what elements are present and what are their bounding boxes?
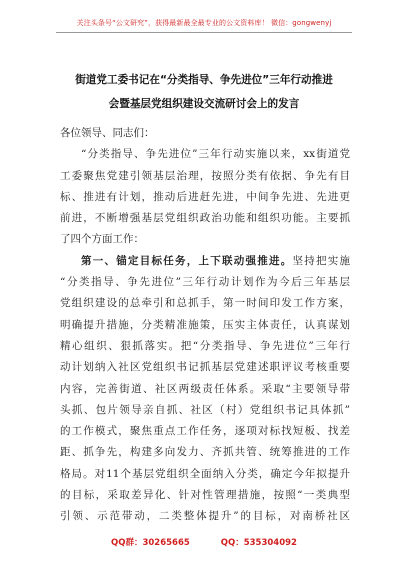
paragraph-1-line: 了四个方面工作： <box>60 233 144 246</box>
paragraph-2-line: 精心组织、狠抓落实。把“分类指导、争先进位”三年行 <box>60 339 350 352</box>
paragraph-2-line: “分类指导、争先进位”三年行动计划作为今后三年基层 <box>60 276 350 289</box>
footer-qq: QQ：535304092 <box>220 538 297 548</box>
paragraph-2-line: 的目标，采取差异化、针对性管理措施，按照“一类典型 <box>60 489 350 502</box>
header-divider <box>56 32 352 33</box>
paragraph-1-line: 工委聚焦党建引领基层治理，按照分类有依据、争先有目 <box>60 169 350 182</box>
paragraph-2-line: 坚持把实施 <box>292 254 350 267</box>
paragraph-1-line: 标、推进有计划，推动后进赶先进，中间争先进、先进更 <box>60 190 350 203</box>
paragraph-2-line: 引领、示范带动，二类整体提升”的目标，对南桥社区 <box>60 510 350 523</box>
footer-contact <box>0 536 408 548</box>
paragraph-2-line: 明确提升措施，分类精准施策，压实主体责任，认真谋划 <box>60 318 350 331</box>
document-title-line-2: 会暨基层党组织建设交流研讨会上的发言 <box>108 98 300 110</box>
document-title-line-1: 街道党工委书记在“分类指导、争先进位”三年行动推进 <box>75 74 333 86</box>
paragraph-2-line: 内容，完善街道、社区两级责任体系。采取“主要领导带 <box>60 382 350 395</box>
footer-qq-group: QQ群：30265665 <box>111 538 190 548</box>
paragraph-2-line: 动计划纳入社区党组织书记抓基层党建述职评议考核重要 <box>60 361 350 374</box>
salutation: 各位领导、同志们： <box>60 127 155 139</box>
paragraph-2-line: 距、抓争先，构建多向发力、齐抓共管、统筹推进的工作 <box>60 446 350 459</box>
paragraph-1-line: “分类指导、争先进位”三年行动实施以来，xx街道党 <box>81 148 350 161</box>
paragraph-2-line: 头抓、包片领导亲自抓、社区（村）党组织书记具体抓” <box>60 403 350 416</box>
paragraph-2-line: 党组织建设的总牵引和总抓手，第一时间印发工作方案， <box>60 297 350 310</box>
header-banner: 关注头条号“公文研究”，获得最新最全最专业的公文资料库！ 微信：gongwenyj <box>76 19 332 27</box>
paragraph-2-first-line <box>60 251 350 272</box>
paragraph-1-line: 前进，不断增强基层党组织政治功能和组织功能。主要抓 <box>60 212 350 225</box>
paragraph-2-line: 格局。对11个基层党组织全面纳入分类，确定今年拟提升 <box>60 467 350 480</box>
document-body <box>60 123 350 528</box>
paragraph-2-line: 的工作模式，聚焦重点工作任务，逐项对标找短板、找差 <box>60 425 350 438</box>
section-heading: 第一、锚定目标任务，上下联动强推进。 <box>81 254 293 267</box>
